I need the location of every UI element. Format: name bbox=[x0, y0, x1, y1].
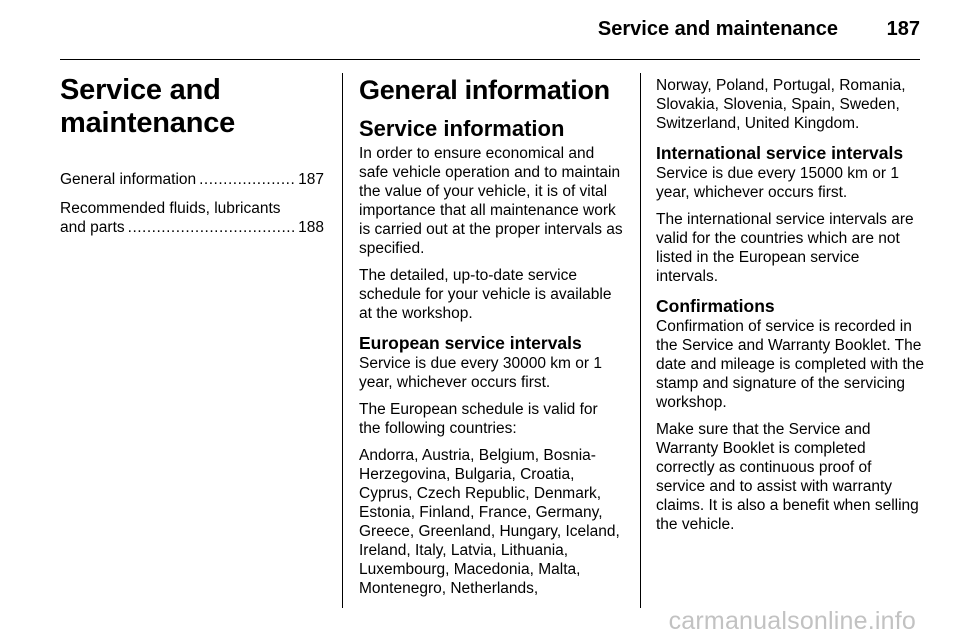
confirmations-paragraph-1: Confirmation of service is recorded in the Service and Warranty Booklet. The date and mileage is completed with the stamp and signature of the servicing workshop. bbox=[656, 318, 924, 411]
table-of-contents bbox=[60, 170, 324, 238]
page-number: 187 bbox=[886, 18, 920, 40]
european-intervals-paragraph-2: The European schedule is valid for the following countries: bbox=[359, 401, 598, 437]
toc-leader-dots bbox=[199, 170, 295, 190]
toc-item-label-line-2: and parts bbox=[60, 219, 125, 236]
service-information-paragraph-2: The detailed, up-to-date service schedule for your vehicle is available at the workshop. bbox=[359, 267, 612, 322]
european-countries-list-continued: Norway, Poland, Portugal, Romania, Slovakia, Slovenia, Spain, Sweden, Switzerland, United Kingdom. bbox=[656, 77, 906, 132]
running-header-title: Service and maintenance bbox=[597, 18, 838, 40]
column-divider-2 bbox=[640, 73, 641, 608]
international-intervals-heading: International service intervals bbox=[656, 143, 904, 163]
european-intervals-paragraph-1: Service is due every 30000 km or 1 year, whichever occurs first. bbox=[359, 355, 602, 391]
toc-item-page: 187 bbox=[298, 171, 324, 188]
column-2 bbox=[359, 72, 623, 606]
toc-leader-dots bbox=[128, 218, 295, 238]
chapter-title bbox=[60, 74, 324, 140]
toc-item-recommended-fluids[interactable] bbox=[60, 199, 324, 238]
toc-item-label: General information bbox=[60, 171, 197, 188]
european-intervals-heading: European service intervals bbox=[359, 333, 582, 353]
toc-item-general-information[interactable] bbox=[60, 170, 324, 190]
toc-item-label-line-1: Recommended fluids, lubricants bbox=[60, 199, 281, 217]
international-intervals-paragraph-2: The international service intervals are valid for the countries which are not listed in the European service intervals. bbox=[656, 211, 914, 285]
european-countries-list: Andorra, Austria, Belgium, Bosnia-Herzegovina, Bulgaria, Croatia, Cyprus, Czech Republic, Denmark, Estonia, Finland, France, Germany, Greece, Greenland, Hungary, Iceland, Ireland, Italy, Latvia, Lithuania, Luxembourg, Macedonia, Malta, Montenegro, Netherlands, bbox=[359, 447, 620, 597]
column-1 bbox=[60, 72, 324, 247]
column-3 bbox=[656, 72, 924, 542]
international-intervals-paragraph-1: Service is due every 15000 km or 1 year, whichever occurs first. bbox=[656, 165, 899, 201]
service-information-paragraph-1: In order to ensure economical and safe vehicle operation and to maintain the value of your vehicle, it is of vital importance that all maintenance work is carried out at the proper intervals as specified. bbox=[359, 145, 623, 257]
confirmations-paragraph-2: Make sure that the Service and Warranty Booklet is completed correctly as continuous proof of service and to assist with warranty claims. It is also a benefit when selling the vehicle. bbox=[656, 421, 919, 533]
toc-item-page: 188 bbox=[298, 219, 324, 236]
watermark: carmanualsonline.info bbox=[668, 607, 916, 635]
confirmations-heading: Confirmations bbox=[656, 296, 775, 316]
chapter-title-line-2: maintenance bbox=[60, 107, 236, 139]
chapter-title-line-1: Service and bbox=[60, 74, 221, 106]
section-title: General information bbox=[359, 75, 610, 105]
header-rule bbox=[60, 59, 920, 60]
column-divider-1 bbox=[342, 73, 343, 608]
service-information-heading: Service information bbox=[359, 116, 565, 141]
